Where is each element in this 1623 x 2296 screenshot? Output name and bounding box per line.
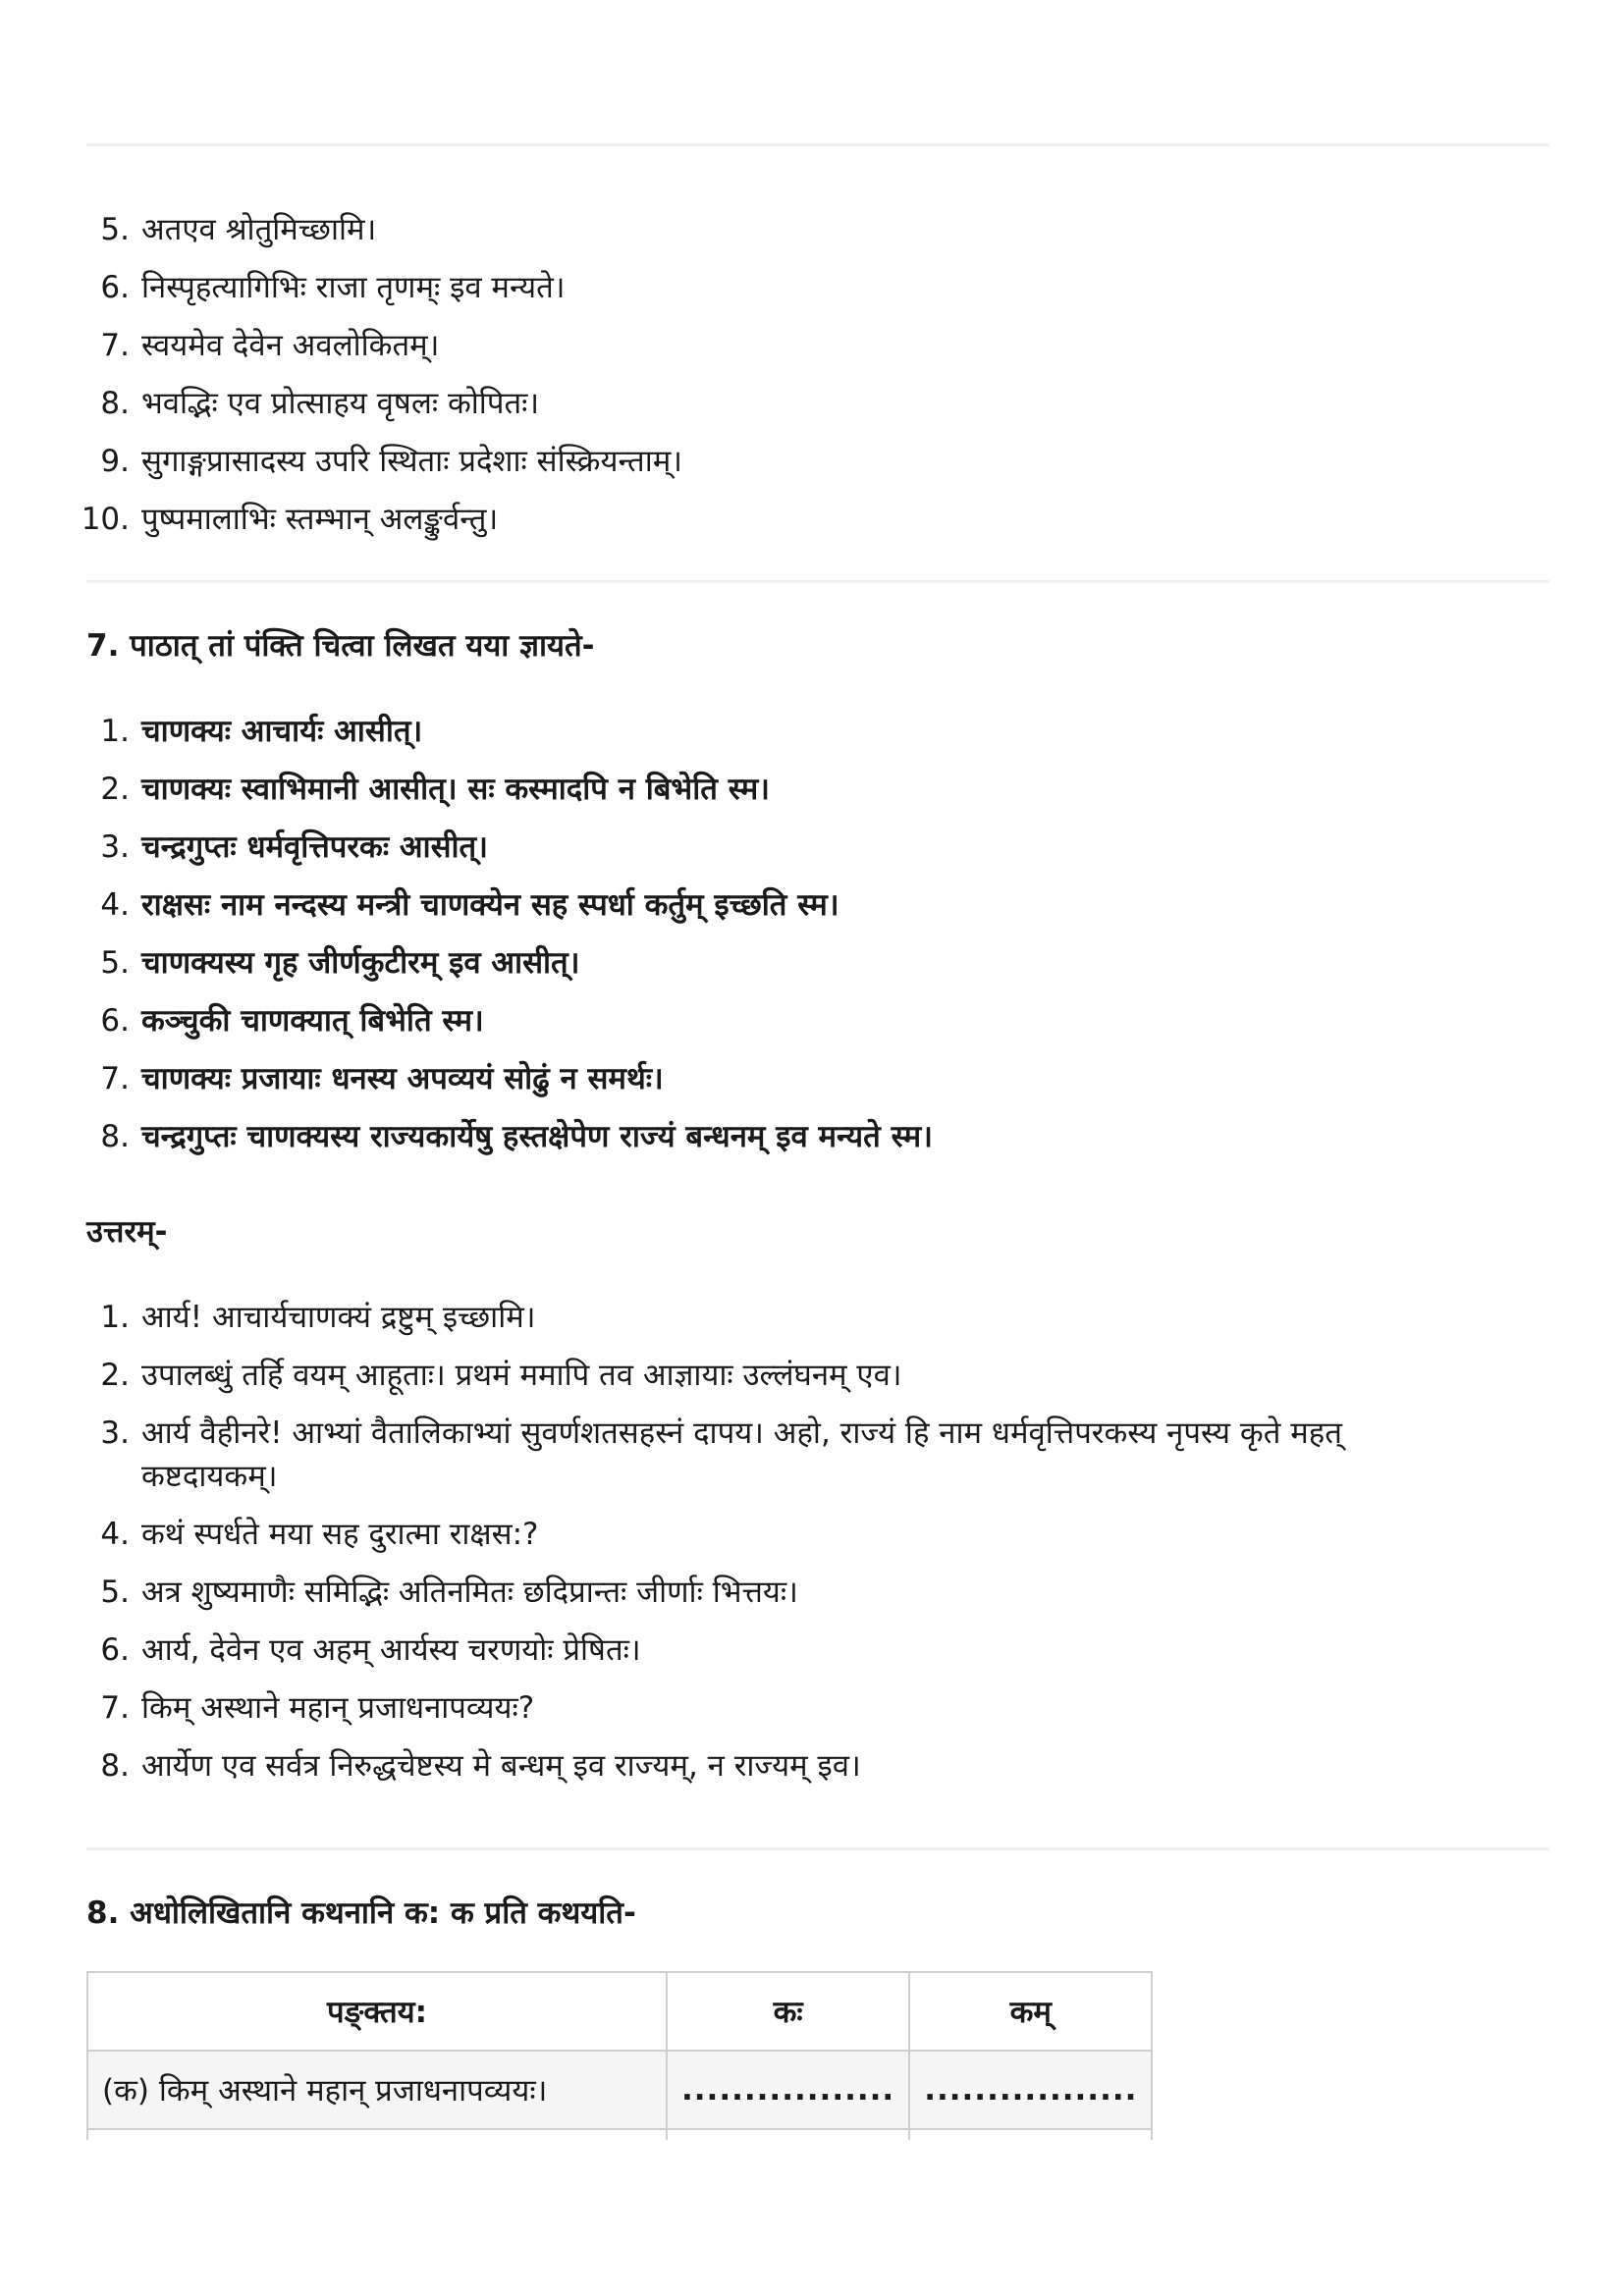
list-number: 3 . — [79, 1412, 130, 1455]
list-text: आर्य! आचार्यचाणक्यं द्रष्टुम् इच्छामि। — [141, 1300, 536, 1335]
list-number: 1 . — [79, 1296, 130, 1339]
empty-cell — [909, 2129, 1152, 2140]
list-item — [86, 1296, 1549, 1339]
list-text: भवद्भिः एव प्रोत्साहय वृषलः कोपितः। — [141, 386, 540, 421]
list-item — [86, 324, 1549, 367]
divider — [86, 1847, 1549, 1850]
list-number: 6 . — [79, 266, 130, 309]
question-7-answers — [86, 1296, 1549, 1802]
list-item — [86, 1412, 1549, 1498]
list-text: अतएव श्रोतुमिच्छामि। — [141, 212, 377, 247]
list-text: आर्येण एव सर्वत्र निरुद्धचेष्टस्य मे बन्धम् इव राज्यम्, न राज्यम् इव। — [141, 1748, 861, 1784]
list-item — [86, 1629, 1549, 1672]
list-item — [86, 1057, 1549, 1100]
list-number: 6 . — [79, 999, 130, 1042]
list-text: चाणक्यः प्रजायाः धनस्य अपव्ययं सोढुं न समर्थः। — [141, 1061, 664, 1096]
table-row-partial — [87, 2129, 1152, 2140]
list-text: स्वयमेव देवेन अवलोकितम्। — [141, 328, 440, 363]
list-number: 9 . — [79, 440, 130, 483]
list-text: चन्द्रगुप्तः चाणक्यस्य राज्यकार्येषु हस्तक्षेपेण राज्यं बन्धनम् इव मन्यते स्म। — [141, 1119, 933, 1154]
list-text: चाणक्यस्य गृह जीर्णकुटीरम् इव आसीत्। — [141, 945, 580, 981]
list-item — [86, 208, 1549, 251]
listener-blank: ................. — [909, 2051, 1152, 2129]
list-text: राक्षसः नाम नन्दस्य मन्त्री चाणक्येन सह स्पर्धा कर्तुम् इच्छति स्म। — [141, 887, 839, 923]
question-8-heading: 8. अधोलिखितानि कथनानि क: क प्रति कथयति- — [86, 1896, 636, 1931]
list-number: 6 . — [79, 1629, 130, 1672]
list-text: कञ्चुकी चाणक्यात् बिभेति स्म। — [141, 1003, 484, 1039]
list-text: चाणक्यः आचार्यः आसीत्। — [141, 714, 423, 749]
speaker-blank: ................. — [667, 2051, 909, 2129]
list-item — [86, 883, 1549, 927]
list-item — [86, 1686, 1549, 1730]
list-number: 3 . — [79, 826, 130, 869]
list-number: 7 . — [79, 1686, 130, 1730]
list-number: 4 . — [79, 883, 130, 927]
list-text: निस्पृहत्यागिभिः राजा तृणम्ः इव मन्यते। — [141, 270, 566, 305]
list-item — [86, 440, 1549, 483]
question-8-table — [86, 1971, 1153, 2140]
list-text: अत्र शुष्यमाणैः समिद्भिः अतिनमितः छदिप्रान्तः जीर्णाः भित्तयः। — [141, 1575, 798, 1610]
divider — [86, 580, 1549, 583]
table-row — [87, 2051, 1152, 2129]
list-number: 5 . — [79, 1571, 130, 1614]
empty-cell — [87, 2129, 667, 2140]
list-item — [86, 941, 1549, 985]
list-number: 8 . — [79, 1115, 130, 1158]
list-number: 5 . — [79, 941, 130, 985]
column-header-lines: पङ्क्तय: — [87, 1972, 667, 2051]
list-item — [81, 498, 1549, 541]
list-text: सुगाङ्गप्रासादस्य उपरि स्थिताः प्रदेशाः संस्क्रियन्ताम्। — [141, 444, 683, 479]
list-text: उपालब्धुं तर्हि वयम् आहूताः। प्रथमं ममापि तव आज्ञायाः उल्लंघनम् एव। — [141, 1358, 902, 1393]
list-text: आर्य, देवेन एव अहम् आर्यस्य चरणयोः प्रेषितः। — [141, 1632, 641, 1668]
empty-cell — [667, 2129, 909, 2140]
list-number: 5 . — [79, 208, 130, 251]
answer-label: उत्तरम्- — [86, 1214, 168, 1250]
list-number: 1 . — [79, 710, 130, 753]
list-item — [86, 266, 1549, 309]
question-7-heading: 7. पाठात् तां पंक्ति चित्वा लिखत यया ज्ञायते- — [86, 628, 595, 664]
list-text: कथं स्पर्धते मया सह दुरात्मा राक्षस:? — [141, 1517, 539, 1552]
table-header-row — [87, 1972, 1152, 2051]
list-text: चाणक्यः स्वाभिमानी आसीत्। सः कस्मादपि न बिभेति स्म। — [141, 772, 771, 807]
list-number: 8 . — [79, 382, 130, 425]
list-item — [86, 1354, 1549, 1397]
list-text-continued: कष्टदायकम्। — [141, 1459, 278, 1494]
list-number: 2 . — [79, 1354, 130, 1397]
divider — [86, 143, 1549, 146]
list-number: 10 . — [79, 498, 130, 541]
list-text: चन्द्रगुप्तः धर्मवृत्तिपरकः आसीत्। — [141, 829, 488, 865]
list-text: किम् अस्थाने महान् प्रजाधनापव्ययः? — [141, 1690, 535, 1726]
column-header-to-whom: कम् — [909, 1972, 1152, 2051]
list-item — [86, 710, 1549, 753]
list-item — [86, 1744, 1549, 1788]
list-item — [86, 1115, 1549, 1158]
line-cell: (क) किम् अस्थाने महान् प्रजाधनापव्ययः। — [87, 2051, 667, 2129]
list-number: 7 . — [79, 324, 130, 367]
list-continued-5-10 — [81, 208, 1549, 556]
list-item — [86, 382, 1549, 425]
list-text: आर्य वैहीनरे! आभ्यां वैतालिकाभ्यां सुवर्णशतसहस्नं दापय। अहो, राज्यं हि नाम धर्मवृत्तिपरकस्य नृपस्य कृते महत् — [141, 1415, 1342, 1451]
list-item — [86, 999, 1549, 1042]
list-item — [86, 768, 1549, 811]
column-header-who: कः — [667, 1972, 909, 2051]
list-item — [86, 1571, 1549, 1614]
list-item — [86, 1513, 1549, 1556]
list-number: 7 . — [79, 1057, 130, 1100]
question-7-items — [86, 710, 1549, 1173]
list-number: 4 . — [79, 1513, 130, 1556]
list-text: पुष्पमालाभिः स्तम्भान् अलङ्कुर्वन्तु। — [141, 502, 499, 537]
list-item — [86, 826, 1549, 869]
list-number: 8 . — [79, 1744, 130, 1788]
list-number: 2 . — [79, 768, 130, 811]
